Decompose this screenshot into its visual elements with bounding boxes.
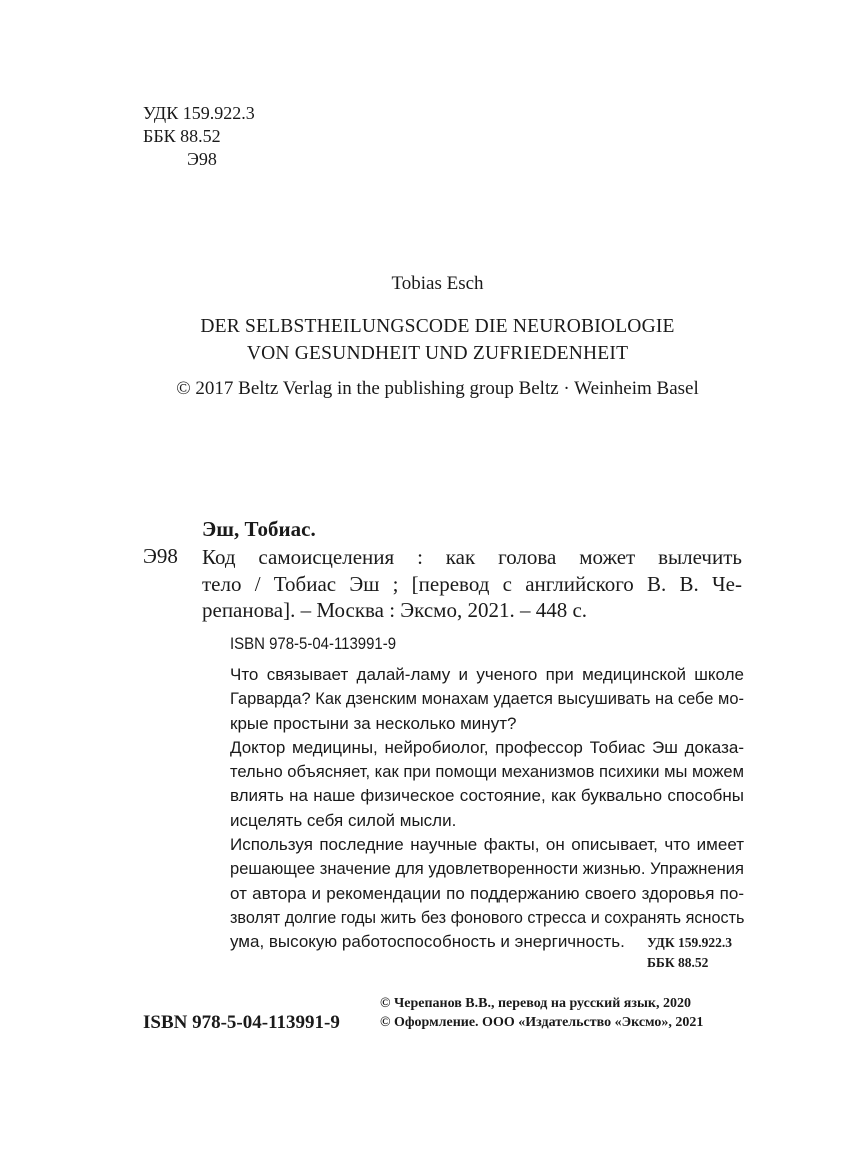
cutter-code: Э98 (187, 149, 217, 169)
bbk-code: ББК 88.52 (143, 126, 221, 146)
bottom-classification-codes (647, 933, 732, 973)
annotation-line: ума, высокую работоспособность и энергичность. (230, 932, 625, 952)
copyright-credits (380, 994, 703, 1032)
original-title (0, 313, 845, 367)
udk-code: УДК 159.922.3 (143, 103, 255, 123)
original-title-line-2: VON GESUNDHEIT UND ZUFRIEDENHEIT (246, 343, 629, 364)
biblio-line-2: тело / Тобиас Эш ; [перевод с английского В. В. Че- (202, 571, 742, 596)
annotation-paragraph-2 (230, 736, 744, 833)
biblio-line-3: репанова]. – Москва : Эксмо, 2021. – 448 с. (202, 598, 588, 622)
annotation-line: Что связывает далай-ламу и ученого при медицинской школе (230, 665, 744, 684)
original-copyright: © 2017 Beltz Verlag in the publishing group Beltz · Weinheim Basel (176, 378, 699, 399)
isbn-main: ISBN 978-5-04-113991-9 (143, 1012, 340, 1033)
credit-translation: © Черепанов В.В., перевод на русский язык, 2020 (380, 996, 691, 1011)
annotation (230, 663, 744, 955)
record-cutter-code: Э98 (143, 544, 178, 568)
annotation-line: зволят долгие годы жить без фонового стресса и сохранять ясность (230, 907, 745, 927)
annotation-line: крые простыни за несколько минут? (230, 713, 517, 733)
annotation-line: тельно объясняет, как при помощи механизмов психики мы можем (230, 762, 744, 782)
original-author: Tobias Esch (391, 273, 484, 294)
bottom-bbk-code: ББК 88.52 (647, 955, 709, 970)
annotation-line: исцелять себя силой мысли. (230, 810, 457, 830)
top-classification-codes (143, 102, 255, 171)
credit-design: © Оформление. ООО «Издательство «Эксмо», 2021 (380, 1015, 704, 1030)
biblio-line-1: Код самоисцеления : как голова может вылечить (202, 545, 742, 569)
annotation-line: Доктор медицины, нейробиолог, профессор Тобиас Эш доказа- (230, 737, 744, 757)
annotation-line: решающее значение для удовлетворенности жизнью. Упражнения (230, 859, 744, 879)
annotation-line: Используя последние научные факты, он описывает, что имеет (230, 835, 744, 855)
annotation-line: от автора и рекомендации по поддержанию своего здоровья по- (230, 883, 744, 903)
record-isbn: ISBN 978-5-04-113991-9 (230, 634, 397, 653)
annotation-line: Гарварда? Как дзенским монахам удается высушивать на себе мо- (230, 689, 744, 709)
bibliographic-description (202, 544, 742, 624)
record-author-heading: Эш, Тобиас. (202, 517, 316, 541)
original-title-line-1: DER SELBSTHEILUNGSCODE DIE NEUROBIOLOGIE (200, 316, 675, 337)
annotation-line: влиять на наше физическое состояние, как буквально способны (230, 786, 744, 806)
annotation-paragraph-1 (230, 663, 744, 736)
bottom-udk-code: УДК 159.922.3 (647, 935, 732, 950)
